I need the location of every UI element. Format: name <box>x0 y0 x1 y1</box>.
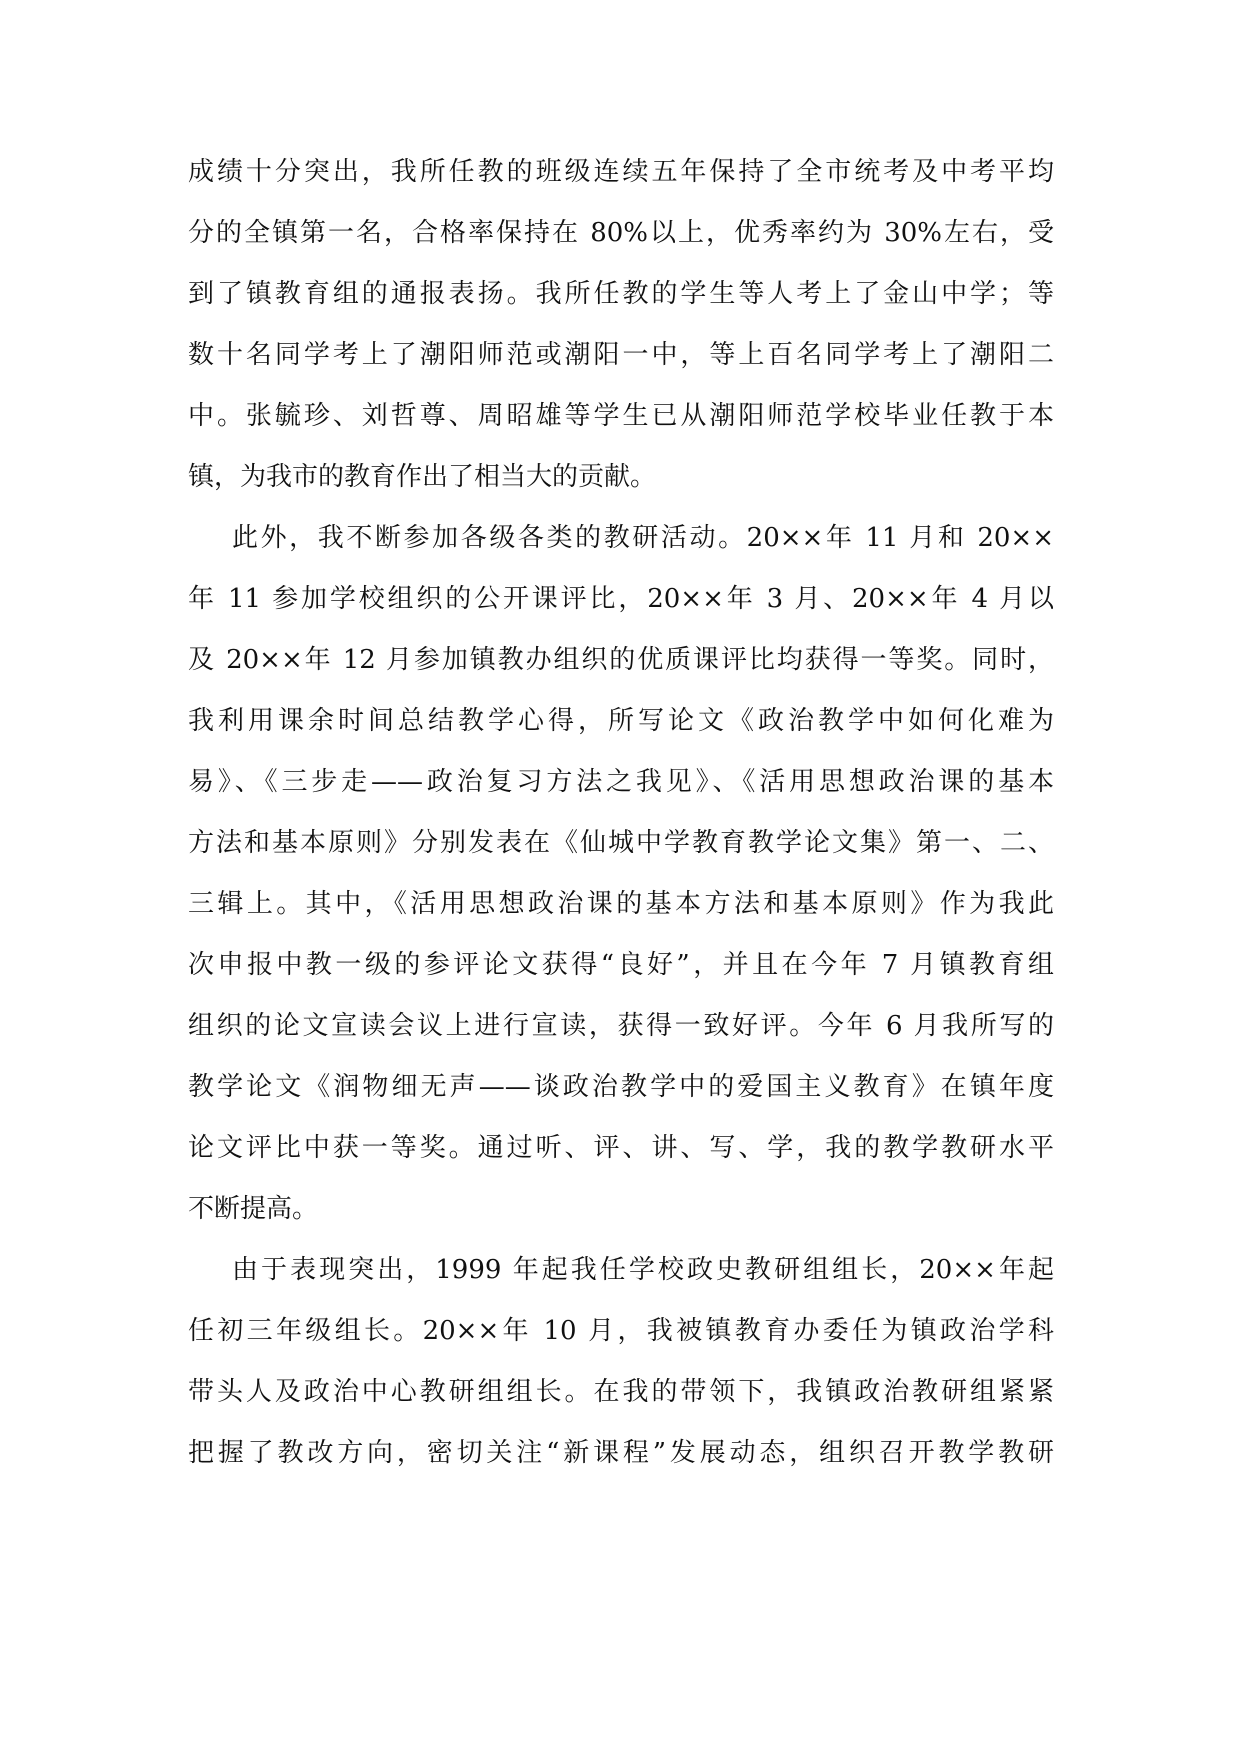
text-line: 成绩十分突出，我所任教的班级连续五年保持了全市统考及中考平均 <box>188 157 1054 187</box>
text-line: 到了镇教育组的通报表扬。我所任教的学生等人考上了金山中学；等 <box>188 279 1054 309</box>
text-line: 不断提高。 <box>188 1194 319 1224</box>
text-line: 易》、《三步走——政治复习方法之我见》、《活用思想政治课的基本 <box>188 767 1054 797</box>
text-line: 年 11 参加学校组织的公开课评比，20××年 3 月、20××年 4 月以 <box>188 584 1054 614</box>
text-line: 中。张毓珍、刘哲尊、周昭雄等学生已从潮阳师范学校毕业任教于本 <box>188 401 1054 431</box>
text-line: 由于表现突出，1999 年起我任学校政史教研组组长，20××年起 <box>232 1255 1054 1285</box>
text-line: 把握了教改方向，密切关注“新课程”发展动态，组织召开教学教研 <box>188 1438 1054 1468</box>
paragraph-leadership <box>188 1240 1054 1484</box>
paragraph-research-activities <box>188 508 1054 1240</box>
text-line: 数十名同学考上了潮阳师范或潮阳一中，等上百名同学考上了潮阳二 <box>188 340 1054 370</box>
text-line: 教学论文《润物细无声——谈政治教学中的爱国主义教育》在镇年度 <box>188 1072 1054 1102</box>
document-page <box>188 142 1054 1484</box>
text-line: 镇，为我市的教育作出了相当大的贡献。 <box>188 462 657 492</box>
text-line: 此外，我不断参加各级各类的教研活动。20××年 11 月和 20×× <box>232 523 1054 553</box>
text-line: 带头人及政治中心教研组组长。在我的带领下，我镇政治教研组紧紧 <box>188 1377 1054 1407</box>
text-line: 分的全镇第一名，合格率保持在 80%以上，优秀率约为 30%左右，受 <box>188 218 1054 248</box>
text-line: 三辑上。其中，《活用思想政治课的基本方法和基本原则》作为我此 <box>188 889 1054 919</box>
paragraph-achievements <box>188 142 1054 508</box>
text-line: 任初三年级组长。20××年 10 月，我被镇教育办委任为镇政治学科 <box>188 1316 1054 1346</box>
text-line: 我利用课余时间总结教学心得，所写论文《政治教学中如何化难为 <box>188 706 1054 736</box>
text-line: 方法和基本原则》分别发表在《仙城中学教育教学论文集》第一、二、 <box>188 828 1054 858</box>
text-line: 及 20××年 12 月参加镇教办组织的优质课评比均获得一等奖。同时， <box>188 645 1054 675</box>
text-line: 论文评比中获一等奖。通过听、评、讲、写、学，我的教学教研水平 <box>188 1133 1054 1163</box>
text-line: 组织的论文宣读会议上进行宣读，获得一致好评。今年 6 月我所写的 <box>188 1011 1054 1041</box>
text-line: 次申报中教一级的参评论文获得“良好”，并且在今年 7 月镇教育组 <box>188 950 1054 980</box>
